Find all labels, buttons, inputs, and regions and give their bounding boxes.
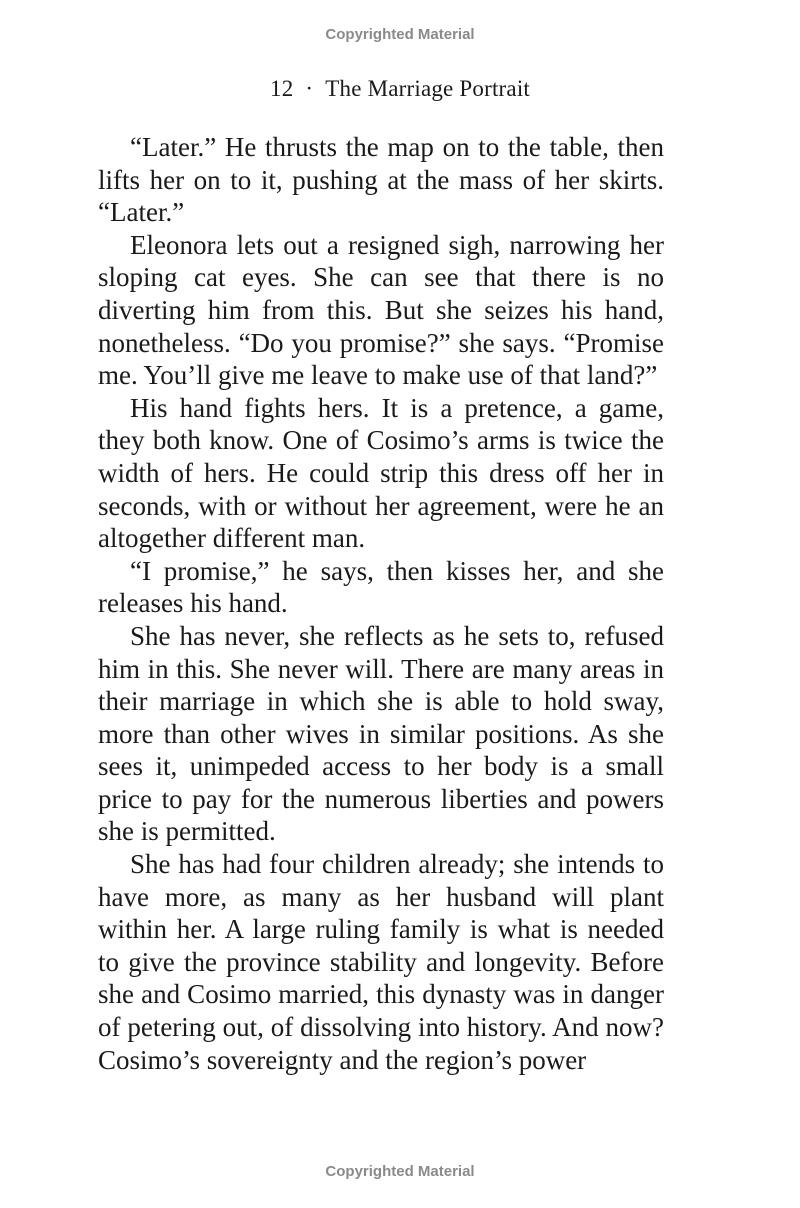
page-number: 12 [270, 76, 294, 101]
body-text [98, 131, 664, 1076]
paragraph: Eleonora lets out a resigned sigh, narrowing her sloping cat eyes. She can see that there is no diverting him from this. But she seizes his hand, nonetheless. “Do you promise?” she says. “Promise me. You’ll give me leave to make use of that land?” [98, 229, 664, 391]
paragraph: “Later.” He thrusts the map on to the table, then lifts her on to it, pushing at the mass of her skirts. “Later.” [98, 132, 664, 228]
copyright-watermark-bottom: Copyrighted Material [325, 1163, 475, 1180]
paragraph: She has never, she reflects as he sets to, refused him in this. She never will. There are many areas in their marriage in which she is able to hold sway, more than other wives in similar positions. As she sees it, unimpeded access to her body is a small price to pay for the numerous liberties and powers she is permitted. [98, 620, 664, 847]
paragraph: She has had four children already; she intends to have more, as many as her husband will plant within her. A large ruling family is what is needed to give the province stability and longevity. Before she and Cosimo married, this dynasty was in danger of petering out, of dissolving into history. And now? Cosimo’s sovereignty and the region’s power [98, 849, 664, 1075]
header-separator: · [305, 76, 314, 101]
running-header [0, 76, 800, 102]
paragraph: “I promise,” he says, then kisses her, and she releases his hand. [98, 555, 664, 619]
copyright-watermark-top: Copyrighted Material [325, 26, 475, 43]
book-title: The Marriage Portrait [325, 76, 530, 101]
paragraph: His hand fights hers. It is a pretence, a game, they both know. One of Cosimo’s arms is twice the width of hers. He could strip this dress off her in seconds, with or without her agreement, were he an altogether different man. [98, 392, 664, 554]
